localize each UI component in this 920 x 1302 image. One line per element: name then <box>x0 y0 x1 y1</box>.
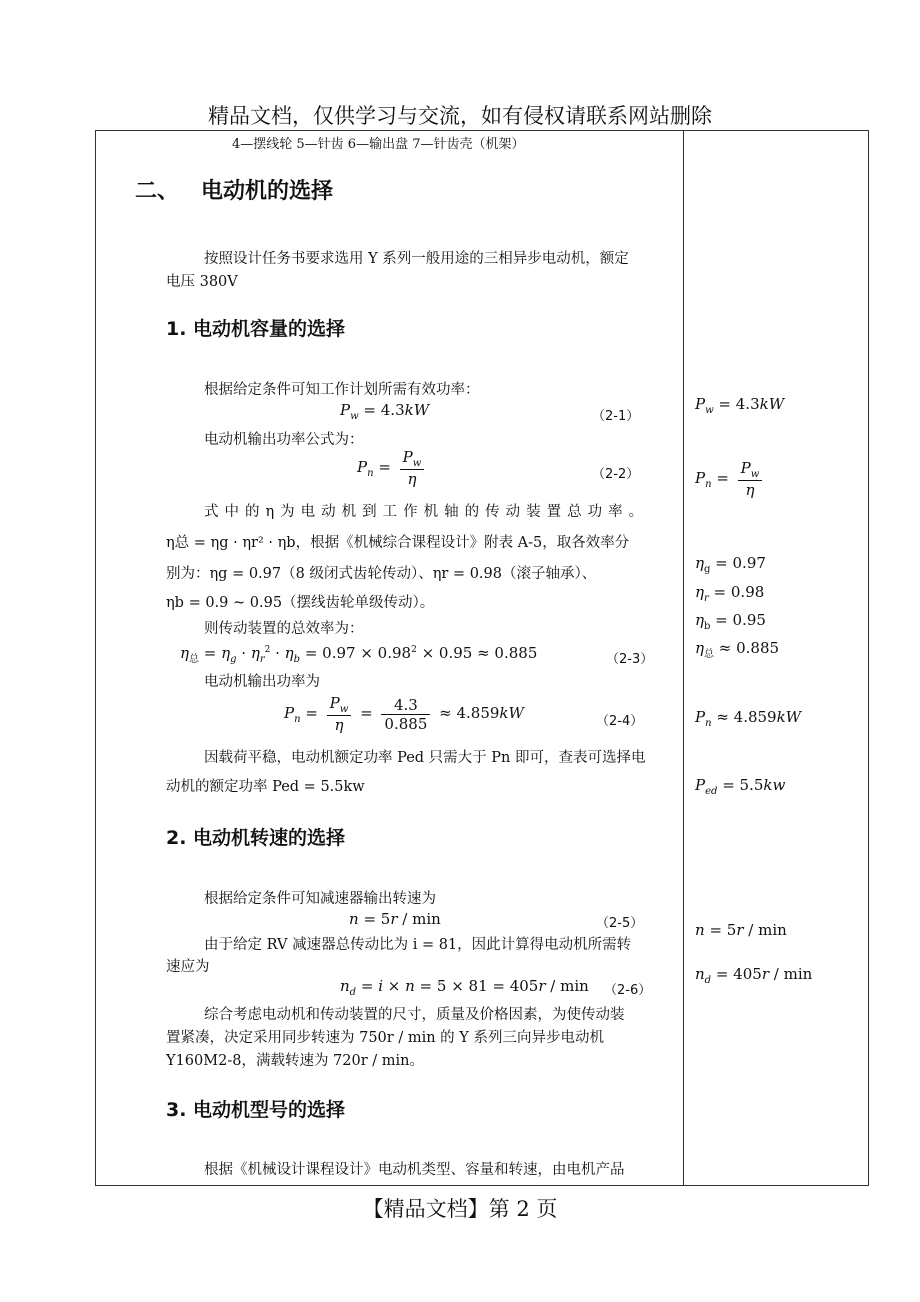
equation-2-2: $P_n$ = $\frac{P_w}{\eta}$ <box>357 448 428 488</box>
equation-2-2-number: （2-2） <box>592 467 640 482</box>
equation-2-4: $P_n$ = $\frac{P_w}{\eta}$ = $\frac{4.3}{0.885}$ ≈ 4.859kW <box>284 694 524 734</box>
intro-line-2: 电压 380V <box>166 274 238 290</box>
side-result-pn: $P_n \approx 4.859kW$ <box>695 708 802 729</box>
intro-line-1: 按照设计任务书要求选用 Y 系列一般用途的三相异步电动机，额定 <box>204 251 629 267</box>
subsection-2-title: 2. 电动机转速的选择 <box>166 827 346 849</box>
sub1-paragraph-5: 别为：ηg = 0.97（8 级闭式齿轮传动）、ηr = 0.98（滚子轴承）、 <box>166 566 597 582</box>
sub1-paragraph-4: η总 = ηg · ηr² · ηb，根据《机械综合课程设计》附表 A-5，取各效率分 <box>166 535 630 551</box>
sub1-paragraph-8: 电动机输出功率为 <box>204 674 320 690</box>
subsection-1-title: 1. 电动机容量的选择 <box>166 318 346 340</box>
side-result-nd: $n_d = 405r / \min$ <box>695 965 813 986</box>
column-divider <box>683 130 684 1186</box>
side-result-pn-formula: $P_n$ = $\frac{P_w}{\eta}$ <box>695 459 766 499</box>
watermark-header: 精品文档，仅供学习与交流，如有侵权请联系网站删除 <box>208 104 712 128</box>
sub2-paragraph-2: 由于给定 RV 减速器总传动比为 i = 81，因此计算得电动机所需转 <box>204 937 632 953</box>
sub2-paragraph-5: 置紧凑，决定采用同步转速为 750r / min 的 Y 系列三向异步电动机 <box>166 1030 604 1046</box>
sub3-paragraph-1: 根据《机械设计课程设计》电动机类型、容量和转速，由电机产品 <box>204 1162 625 1178</box>
side-result-eta-g: $\eta_g = 0.97$ <box>695 554 766 575</box>
side-result-pw: $P_w = 4.3kW$ <box>695 395 785 416</box>
side-result-eta-total: $\eta_总 \approx 0.885$ <box>695 639 780 660</box>
equation-2-3: $\eta_总 = \eta_g \cdot \eta_r^2 \cdot \eta_b = 0.97 \times 0.98^2 \times 0.95 \approx 0.885$ <box>180 644 538 665</box>
sub2-paragraph-1: 根据给定条件可知减速器输出转速为 <box>204 891 436 907</box>
sub1-paragraph-9: 因载荷平稳，电动机额定功率 Ped 只需大于 Pn 即可，查表可选择电 <box>204 750 646 766</box>
sub2-paragraph-6: Y160M2-8，满载转速为 720r / min。 <box>166 1053 424 1069</box>
equation-2-5-number: （2-5） <box>596 916 644 931</box>
equation-2-6: $n_d = i \times n = 5 \times 81 = 405r / \min$ <box>340 977 589 998</box>
subsection-3-title: 3. 电动机型号的选择 <box>166 1099 346 1121</box>
sub1-paragraph-1: 根据给定条件可知工作计划所需有效功率： <box>204 382 480 398</box>
sub1-paragraph-7: 则传动装置的总效率为： <box>204 621 364 637</box>
sub2-paragraph-3: 速应为 <box>166 959 210 975</box>
page-footer: 【精品文档】第 2 页 <box>362 1197 558 1221</box>
equation-2-5: n = 5r / min <box>349 910 441 928</box>
side-result-eta-r: $\eta_r = 0.98$ <box>695 583 765 604</box>
sub1-paragraph-10: 动机的额定功率 Ped = 5.5kw <box>166 779 365 795</box>
sub1-paragraph-3: 式中的η为电动机到工作机轴的传动装置总功率。 <box>204 504 650 520</box>
sub1-paragraph-2: 电动机输出功率公式为： <box>204 432 364 448</box>
side-result-eta-b: $\eta_b = 0.95$ <box>695 611 766 632</box>
equation-2-1: $P_w = 4.3kW$ <box>340 401 430 422</box>
equation-2-4-number: （2-4） <box>596 714 644 729</box>
equation-2-6-number: （2-6） <box>604 983 652 998</box>
equation-2-3-number: （2-3） <box>606 652 654 667</box>
section-number: 二、 <box>135 179 180 204</box>
sub1-paragraph-6: ηb = 0.9 ~ 0.95（摆线齿轮单级传动）。 <box>166 595 435 611</box>
section-title: 电动机的选择 <box>201 179 334 204</box>
sub2-paragraph-4: 综合考虑电动机和传动装置的尺寸，质量及价格因素，为使传动装 <box>204 1007 625 1023</box>
side-result-ped: $P_{ed} = 5.5kw$ <box>695 776 786 797</box>
equation-2-1-number: （2-1） <box>592 409 640 424</box>
side-result-n: n = 5r / min <box>695 921 787 939</box>
figure-caption: 4—摆线轮 5—针齿 6—输出盘 7—针齿壳（机架） <box>232 137 525 152</box>
